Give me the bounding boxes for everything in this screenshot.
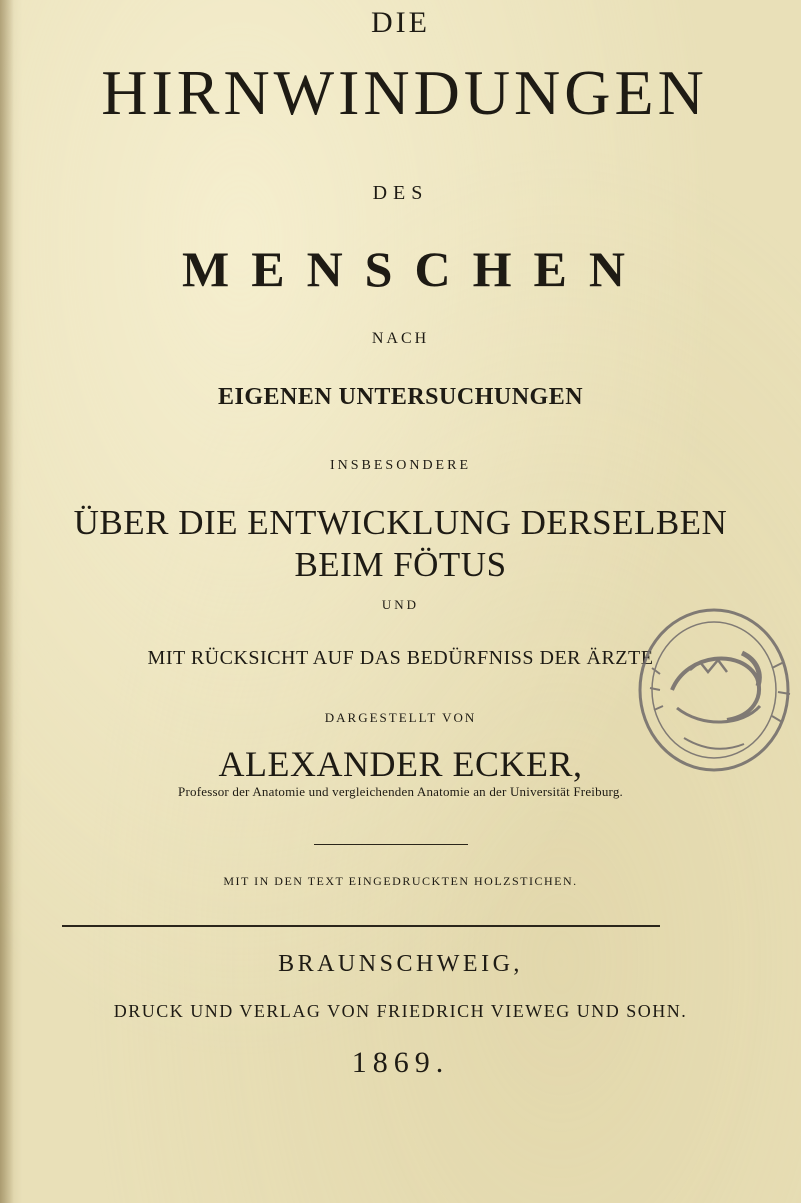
heading-hirnwindungen: HIRNWINDUNGEN bbox=[101, 57, 708, 128]
author-affiliation: Professor der Anatomie und vergleichenden Anatomie an der Universität Freiburg. bbox=[178, 784, 623, 799]
heading-menschen: MENSCHEN bbox=[182, 241, 647, 297]
text-nach: NACH bbox=[371, 330, 430, 347]
author-name: ALEXANDER ECKER, bbox=[218, 744, 583, 784]
text-holzstichen: MIT IN DEN TEXT EINGEDRUCKTEN HOLZSTICHEN. bbox=[223, 874, 578, 888]
divider-short bbox=[314, 844, 468, 845]
heading-die: DIE bbox=[371, 6, 430, 39]
subtitle-ruecksicht-aerzte: MIT RÜCKSICHT AUF DAS BEDÜRFNISS DER ÄRZTE bbox=[147, 647, 654, 669]
subtitle-ueber-entwicklung: ÜBER DIE ENTWICKLUNG DERSELBEN bbox=[73, 503, 728, 542]
text-insbesondere: INSBESONDERE bbox=[329, 458, 471, 473]
imprint-year: 1869. bbox=[351, 1046, 450, 1079]
imprint-publisher: DRUCK UND VERLAG VON FRIEDRICH VIEWEG UND SOHN. bbox=[113, 1001, 688, 1021]
divider-long bbox=[62, 925, 660, 927]
heading-des: DES bbox=[372, 182, 429, 204]
imprint-city: BRAUNSCHWEIG, bbox=[278, 951, 523, 977]
subtitle-beim-foetus: BEIM FÖTUS bbox=[294, 545, 507, 584]
library-stamp-icon bbox=[632, 598, 801, 783]
text-dargestellt-von: DARGESTELLT VON bbox=[324, 710, 477, 725]
subtitle-eigenen-untersuchungen: EIGENEN UNTERSUCHUNGEN bbox=[217, 384, 584, 410]
text-und: UND bbox=[381, 597, 420, 612]
